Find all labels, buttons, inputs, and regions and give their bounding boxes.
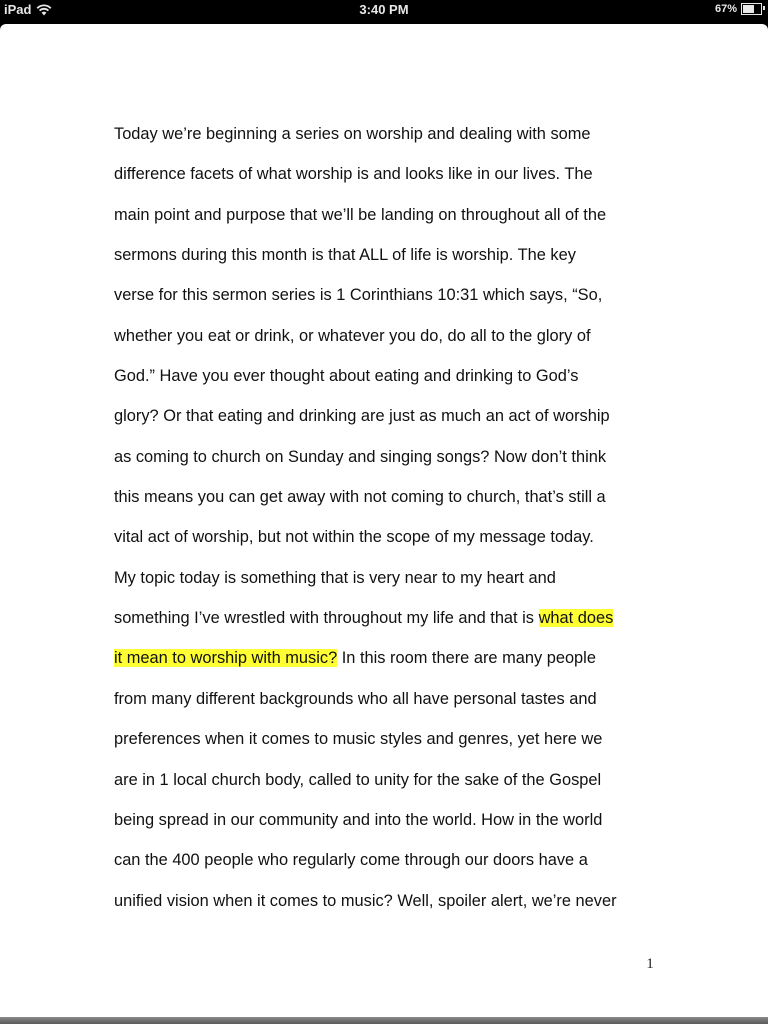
text-line-highlighted-end: [114, 638, 674, 678]
document-body: [114, 114, 674, 921]
text-line: unified vision when it comes to music? Well, spoiler alert, we’re never: [114, 891, 617, 910]
document-page[interactable]: [0, 24, 768, 1017]
text-line: glory? Or that eating and drinking are just as much an act of worship: [114, 407, 610, 426]
text-line: preferences when it comes to music styles and genres, yet here we: [114, 730, 603, 749]
text-line: main point and purpose that we’ll be landing on throughout all of the: [114, 205, 607, 224]
battery-fill: [743, 5, 754, 13]
battery-percent: 67%: [714, 3, 737, 15]
text-line: can the 400 people who regularly come through our doors have a: [114, 851, 588, 870]
text-line: Today we’re beginning a series on worship and dealing with some: [114, 125, 591, 143]
highlighted-text: it mean to worship with music?: [114, 649, 338, 668]
page-number: 1: [646, 956, 654, 972]
text-segment: something I’ve wrestled with throughout my life and that is: [114, 609, 539, 628]
battery-indicator: [715, 3, 762, 15]
page-bottom-edge: [0, 1017, 768, 1024]
text-line: God.” Have you ever thought about eating and drinking to God’s: [114, 367, 579, 386]
text-line: from many different backgrounds who all have personal tastes and: [114, 689, 597, 708]
text-line: sermons during this month is that ALL of life is worship. The key: [114, 246, 576, 265]
highlighted-text: what does: [538, 609, 614, 628]
text-line: whether you eat or drink, or whatever you do, do all to the glory of: [114, 326, 591, 345]
text-line: this means you can get away with not coming to church, that’s still a: [114, 488, 606, 507]
status-time: 3:40 PM: [359, 2, 409, 17]
text-line: My topic today is something that is very near to my heart and: [114, 568, 556, 587]
text-segment: In this room there are many people: [337, 649, 596, 668]
status-bar: [0, 0, 768, 20]
text-line: being spread in our community and into the world. How in the world: [114, 810, 603, 829]
text-line: vital act of worship, but not within the scope of my message today.: [114, 528, 594, 547]
text-line-highlighted-start: [114, 598, 674, 638]
device-name: iPad: [4, 2, 32, 17]
battery-icon: [741, 3, 762, 15]
text-line: verse for this sermon series is 1 Corinthians 10:31 which says, “So,: [114, 286, 603, 305]
text-line: difference facets of what worship is and looks like in our lives. The: [114, 165, 593, 184]
text-line: are in 1 local church body, called to unity for the sake of the Gospel: [114, 770, 602, 789]
text-line: as coming to church on Sunday and singing songs? Now don’t think: [114, 447, 607, 466]
